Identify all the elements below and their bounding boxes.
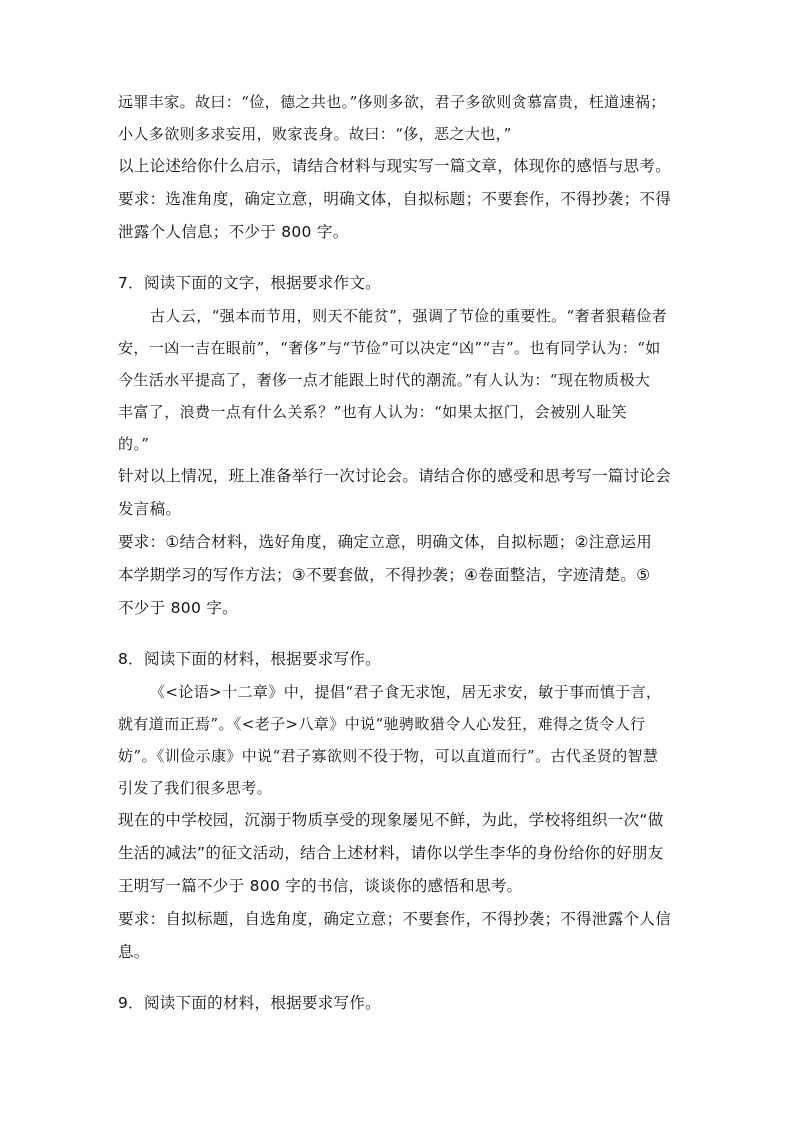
material-line: 引发了我们很多思考。 — [118, 779, 273, 797]
spacer — [118, 249, 678, 267]
prompt-line: 泄露个人信息；不少于 800 字。 — [118, 223, 349, 241]
prompt-line: 本学期学习的写作方法；③不要套做，不得抄袭；④卷面整洁，字迹清楚。⑤ — [118, 566, 651, 584]
question-7 — [118, 267, 678, 625]
material-line: 古人云，“强本而节用，则天不能贫”，强调了节俭的重要性。“奢者狠藉俭者 — [150, 307, 668, 325]
spacer — [118, 969, 678, 987]
material-line: 妨”。《训俭示康》中说“君子寡欲则不役于物，可以直道而行”。古代圣贤的智慧 — [118, 747, 659, 765]
quote-line: 远罪丰家。故曰：“俭，德之共也。”侈则多欲，君子多欲则贪慕富贵，枉道速祸； — [118, 93, 666, 111]
spacer — [118, 625, 678, 643]
material-line: 《<论语>十二章》中，提倡“君子食无求饱，居无求安，敏于事而慎于言， — [150, 683, 662, 701]
prompt-line: 不少于 800 字。 — [118, 599, 238, 617]
prompt-line: 息。 — [118, 943, 150, 961]
question-heading: 7．阅读下面的文字，根据要求作文。 — [118, 274, 381, 292]
prompt-line: 生活的减法”的征文活动，结合上述材料，请你以学生李华的身份给你的好朋友 — [118, 844, 664, 862]
prompt-line: 要求：自拟标题，自选角度，确定立意；不要套作，不得抄袭；不得泄露个人信 — [118, 910, 672, 928]
question-8 — [118, 643, 678, 969]
page-content — [118, 86, 678, 1020]
prompt-line: 要求：选准角度，确定立意，明确文体，自拟标题；不要套作，不得抄袭；不得 — [118, 190, 672, 208]
material-line: 就有道而正焉”。《<老子>八章》中说“驰骋畋猎令人心发狂，难得之货令人行 — [118, 715, 646, 733]
material-line: 丰富了，浪费一点有什么关系？”也有人认为：“如果太抠门，会被别人耻笑 — [118, 403, 627, 421]
question-9 — [118, 987, 678, 1020]
material-line: 今生活水平提高了，奢侈一点才能跟上时代的潮流。”有人认为：“现在物质极大 — [118, 371, 651, 389]
prompt-line: 以上论述给你什么启示，请结合材料与现实写一篇文章，体现你的感悟与思考。 — [118, 157, 672, 175]
prompt-line: 王明写一篇不少于 800 字的书信，谈谈你的感悟和思考。 — [118, 877, 523, 895]
prompt-line: 发言稿。 — [118, 500, 182, 518]
prompt-line: 针对以上情况，班上准备举行一次讨论会。请结合你的感受和思考写一篇讨论会 — [118, 467, 672, 485]
prompt-line: 现在的中学校园，沉溺于物质享受的现象屡见不鲜，为此，学校将组织一次“做 — [118, 811, 664, 829]
quote-line: 小人多欲则多求妄用，败家丧身。故曰：“侈，恶之大也，” — [118, 125, 512, 143]
question-heading: 8．阅读下面的材料，根据要求写作。 — [118, 650, 381, 668]
material-line: 的。” — [118, 435, 150, 453]
prev-question-block — [118, 86, 678, 249]
material-line: 安，一凶一吉在眼前”，“奢侈”与“节俭”可以决定“凶”“吉”。也有同学认为：“如 — [118, 339, 661, 357]
question-heading: 9．阅读下面的材料，根据要求写作。 — [118, 994, 381, 1012]
prompt-line: 要求：①结合材料，选好角度，确定立意，明确文体，自拟标题；②注意运用 — [118, 533, 652, 551]
